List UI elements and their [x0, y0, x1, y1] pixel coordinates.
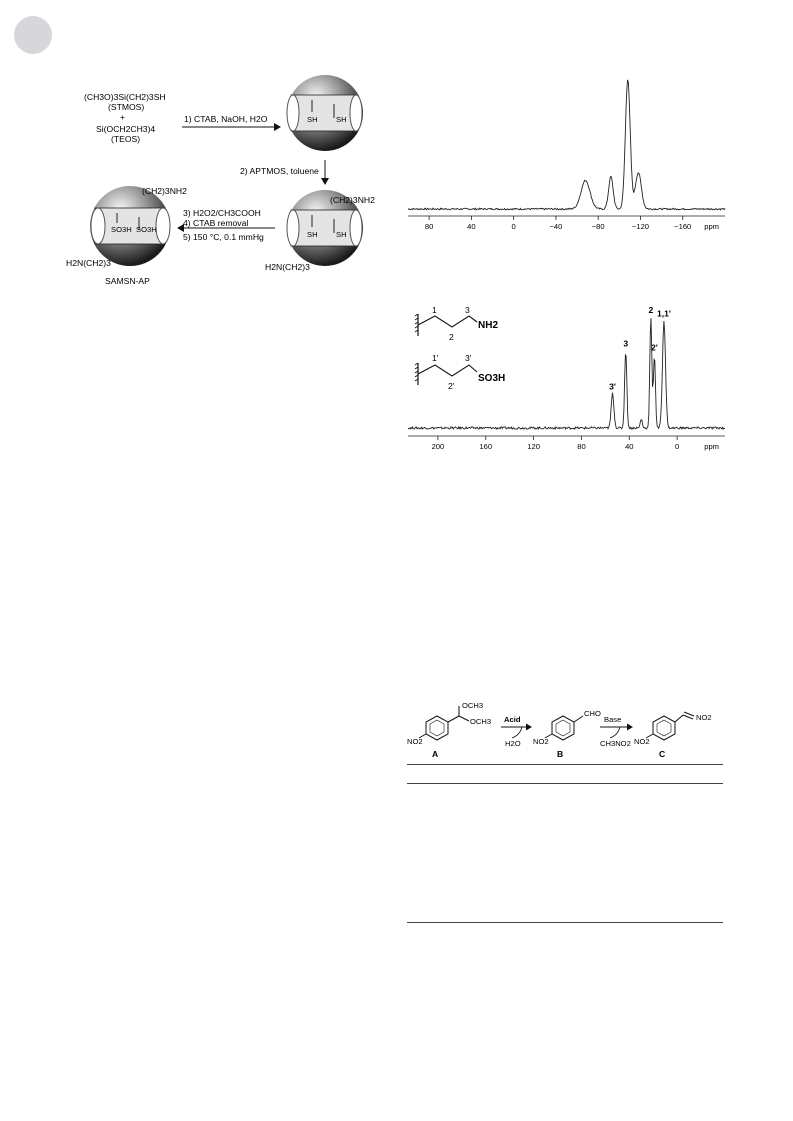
peak-label: 2' [651, 342, 658, 353]
compound-b [533, 709, 601, 759]
no2-label: NO2 [634, 737, 650, 746]
plus-sign: + [120, 112, 126, 122]
aminopropyl-structure [415, 305, 498, 342]
synthesis-scheme [60, 70, 385, 295]
x-tick-label: 0 [675, 442, 680, 451]
msn-sphere-thiol [287, 75, 363, 151]
sh-label: SH [307, 230, 318, 239]
x-tick-label: 80 [577, 442, 586, 451]
x-tick-label: 40 [625, 442, 634, 451]
och3-label: OCH3 [470, 717, 492, 726]
step2-label: 2) APTMOS, toluene [240, 166, 319, 176]
carbon-label: 1 [432, 305, 437, 315]
nitromethane-label: CH3NO2 [600, 739, 631, 748]
table-rule [407, 922, 723, 923]
amine-chain-label: (CH2)3NH2 [330, 195, 375, 205]
spectrum-line [408, 80, 725, 210]
peak-label: 3 [623, 338, 629, 349]
peak-label: 2 [648, 305, 654, 315]
sh-label: SH [336, 115, 347, 124]
cho-label: CHO [584, 709, 601, 718]
peak-point [663, 320, 664, 321]
x-axis-label: ppm [704, 442, 719, 451]
peak-label: 3' [609, 381, 616, 392]
reactant-teos-formula: Si(OCH2CH3)4 [96, 124, 156, 134]
compound-a-label: A [432, 749, 439, 759]
page-marker [14, 16, 52, 54]
product-label: SAMSN-AP [105, 276, 150, 286]
base-label: Base [604, 715, 622, 724]
step1-label: 1) CTAB, NaOH, H2O [184, 114, 268, 124]
no2-label: NO2 [696, 713, 712, 722]
compound-b-label: B [557, 749, 564, 759]
sh-label: SH [307, 115, 318, 124]
step3-label: 3) H2O2/CH3COOH [183, 208, 261, 218]
base-curved-arrow [610, 727, 620, 738]
compound-c [634, 712, 712, 759]
x-tick-label: 120 [527, 442, 540, 451]
msn-sphere-product [66, 186, 187, 268]
no2-label: NO2 [407, 737, 423, 746]
reactant-teos-label: (TEOS) [111, 134, 141, 144]
x-tick-label: 0 [511, 222, 516, 231]
peak-point [625, 350, 626, 351]
x-tick-label: 80 [424, 222, 434, 231]
nh2-label: NH2 [478, 320, 499, 331]
so3h-label: SO3H [136, 225, 157, 234]
nmr-spectrum-2 [405, 300, 727, 465]
x-axis-label: ppm [704, 222, 719, 231]
carbon-label: 2 [449, 332, 454, 342]
no2-label: NO2 [533, 737, 549, 746]
acid-label: Acid [504, 715, 521, 724]
step4-label: 4) CTAB removal [183, 218, 249, 228]
msn-sphere-thiol-amine [265, 190, 375, 272]
reactant-stmos-formula: (CH3O)3Si(CH2)3SH [84, 92, 166, 102]
x-tick-label: −120 [631, 222, 650, 231]
x-tick-label: −40 [549, 222, 563, 231]
amine-chain-label: (CH2)3NH2 [142, 186, 187, 196]
compound-a [407, 701, 491, 759]
carbon-label: 3' [465, 353, 472, 363]
peak-point [627, 79, 628, 80]
table-rule [407, 764, 723, 765]
reactant-stmos-label: (STMOS) [108, 102, 145, 112]
so3h-label: SO3H [478, 373, 506, 384]
x-tick-label: −160 [674, 222, 692, 231]
x-tick-label: 40 [467, 222, 476, 231]
peak-point [654, 354, 655, 355]
och3-label: OCH3 [462, 701, 484, 710]
table-rule [407, 783, 723, 784]
so3h-label: SO3H [111, 225, 132, 234]
water-label: H2O [505, 739, 521, 748]
x-tick-label: 200 [431, 442, 445, 451]
sh-label: SH [336, 230, 347, 239]
amine-chain-left-label: H2N(CH2)3 [66, 258, 111, 268]
amine-chain-left-label: H2N(CH2)3 [265, 262, 310, 272]
acid-curved-arrow [512, 727, 522, 738]
reaction-scheme [407, 700, 727, 762]
x-tick-label: 160 [479, 442, 493, 451]
peak-point [650, 317, 651, 318]
carbon-label: 2' [448, 381, 455, 391]
carbon-label: 1' [432, 353, 439, 363]
sulfopropyl-structure [415, 353, 505, 391]
carbon-label: 3 [465, 305, 470, 315]
x-tick-label: −80 [591, 222, 605, 231]
compound-c-label: C [659, 749, 666, 759]
peak-label: 1,1' [656, 308, 671, 319]
step5-label: 5) 150 °C, 0.1 mmHg [183, 232, 264, 242]
nmr-spectrum-1 [405, 70, 727, 245]
